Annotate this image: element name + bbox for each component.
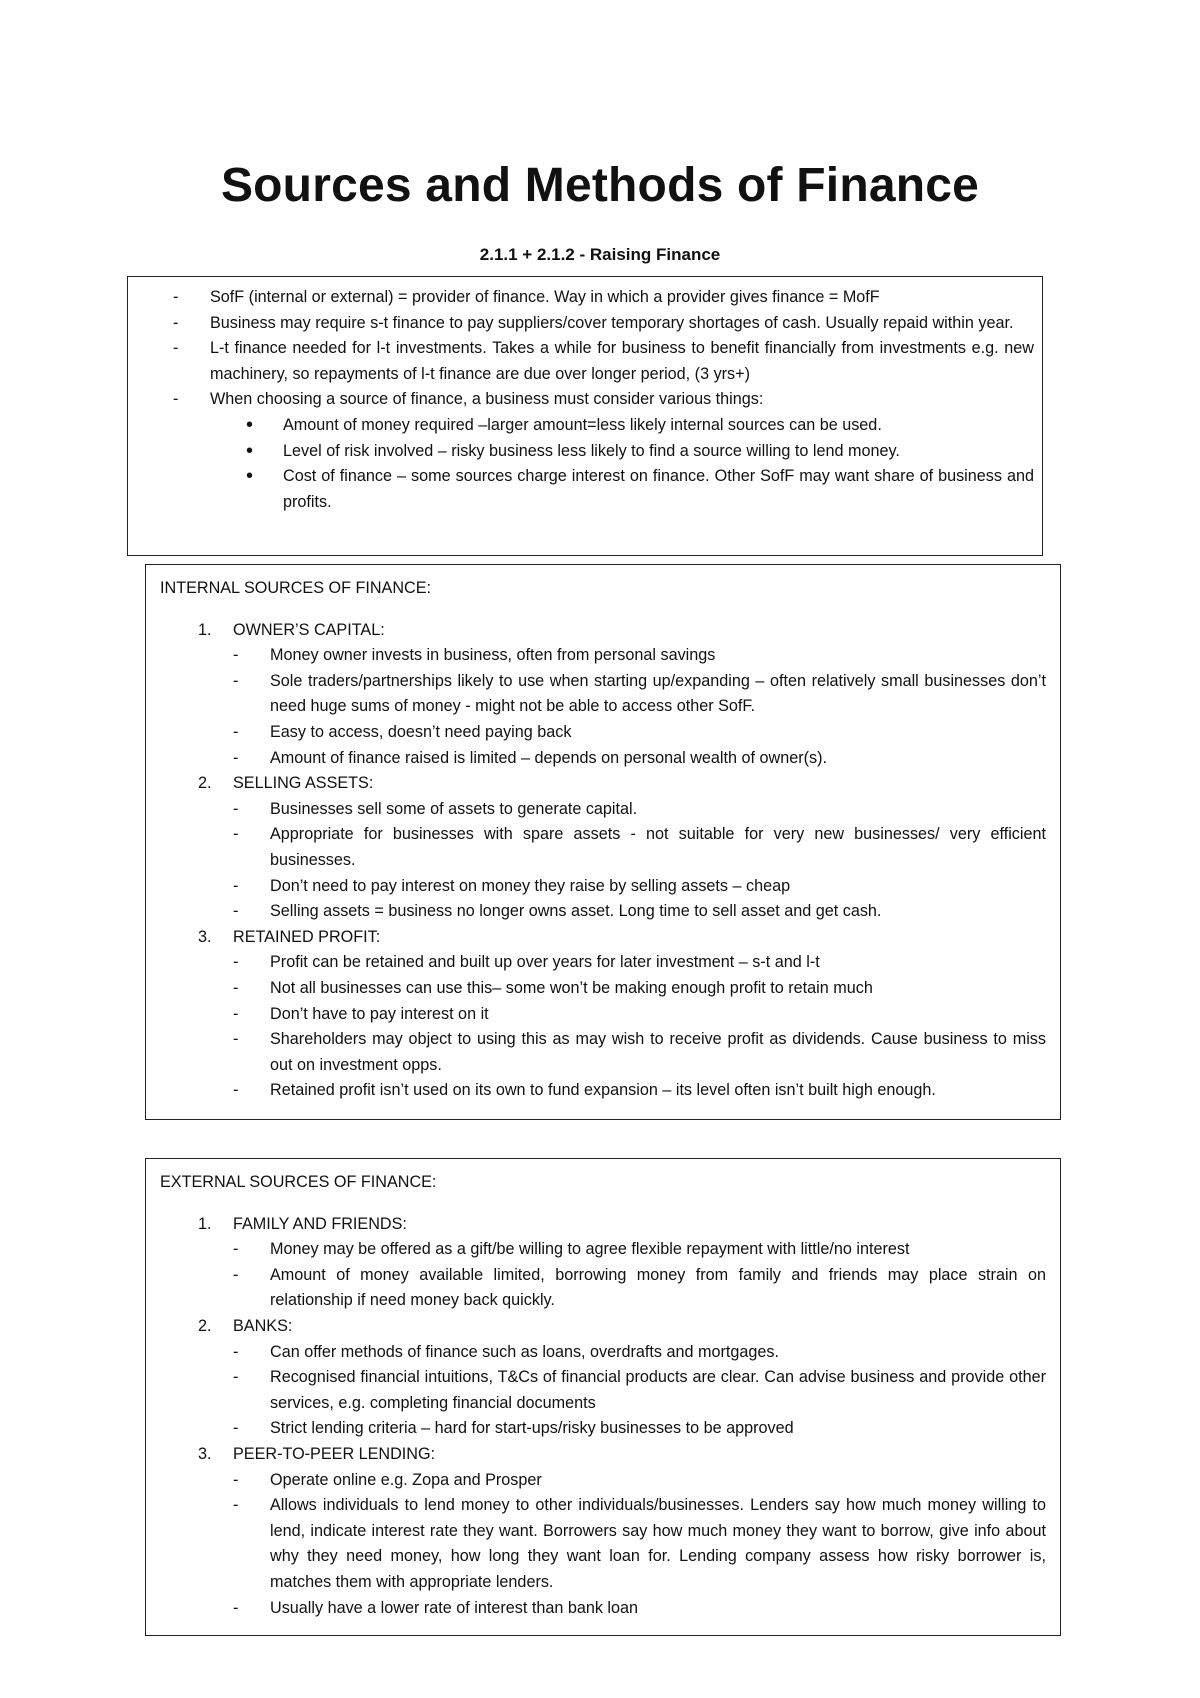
section-point: - Selling assets = business no longer owns asset. Long time to sell asset and get cash. [233, 899, 1046, 925]
section-title: FAMILY AND FRIENDS: [233, 1214, 407, 1233]
section-point: - Not all businesses can use this– some won’t be making enough profit to retain much [233, 976, 1046, 1002]
section-points [233, 1468, 1046, 1622]
internal-sources-list [160, 618, 1046, 1104]
section-point: - Businesses sell some of assets to generate capital. [233, 797, 1046, 823]
section-point: - Don’t have to pay interest on it [233, 1002, 1046, 1028]
consideration-item: • Cost of finance – some sources charge interest on finance. Other SofF may want share of business and profits. [246, 464, 1034, 515]
section-number: 2. [198, 1316, 212, 1335]
section-title: RETAINED PROFIT: [233, 927, 381, 946]
section-point: - Profit can be retained and built up over years for later investment – s-t and l-t [233, 950, 1046, 976]
external-sources-list [160, 1212, 1046, 1622]
external-source-peer-to-peer [160, 1442, 1046, 1621]
section-point: - Money may be offered as a gift/be willing to agree flexible repayment with little/no interest [233, 1237, 1046, 1263]
internal-source-selling-assets [160, 771, 1046, 925]
section-number: 2. [198, 774, 212, 793]
consideration-item: • Amount of money required –larger amount=less likely internal sources can be used. [246, 413, 1034, 439]
intro-points-list [173, 285, 1034, 413]
consideration-item: • Level of risk involved – risky business less likely to find a source willing to lend money. [246, 439, 1034, 465]
section-point: - Don’t need to pay interest on money they raise by selling assets – cheap [233, 874, 1046, 900]
section-point: - Amount of money available limited, borrowing money from family and friends may place strain on relationship if need money back quickly. [233, 1263, 1046, 1314]
section-point: - Money owner invests in business, often from personal savings [233, 643, 1046, 669]
external-sources-box [145, 1158, 1061, 1636]
internal-source-owners-capital [160, 618, 1046, 772]
section-point: - Easy to access, doesn’t need paying back [233, 720, 1046, 746]
section-point: - Shareholders may object to using this as may wish to receive profit as dividends. Cause business to miss out on investment opps. [233, 1027, 1046, 1078]
section-number: 3. [198, 927, 212, 946]
section-point: - Allows individuals to lend money to other individuals/businesses. Lenders say how much money willing to lend, indicate interest rate they want. Borrowers say how much money they want to borrow, give info about why they need money, how long they want loan for. Lending company assess how risky borrower is, matches them with appropriate lenders. [233, 1493, 1046, 1595]
section-points [233, 797, 1046, 925]
section-point: - Appropriate for businesses with spare assets - not suitable for very new businesses/ very efficient businesses. [233, 822, 1046, 873]
section-title: PEER-TO-PEER LENDING: [233, 1444, 436, 1463]
section-point: - Operate online e.g. Zopa and Prosper [233, 1468, 1046, 1494]
page-title: Sources and Methods of Finance [220, 159, 980, 212]
section-number: 1. [198, 620, 212, 639]
section-number: 1. [198, 1214, 212, 1233]
section-point: - Can offer methods of finance such as loans, overdrafts and mortgages. [233, 1340, 1046, 1366]
considerations-list [246, 413, 1034, 515]
section-point: - Retained profit isn’t used on its own to fund expansion – its level often isn’t built high enough. [233, 1078, 1046, 1104]
section-points [233, 643, 1046, 771]
section-point: - Usually have a lower rate of interest than bank loan [233, 1596, 1046, 1622]
section-title: SELLING ASSETS: [233, 774, 374, 793]
section-points [233, 1237, 1046, 1314]
external-source-family-friends [160, 1212, 1046, 1314]
intro-point: - SofF (internal or external) = provider of finance. Way in which a provider gives finance = MofF [173, 285, 1034, 311]
external-sources-heading: EXTERNAL SOURCES OF FINANCE: [160, 1173, 437, 1191]
section-point: - Recognised financial intuitions, T&Cs of financial products are clear. Can advise business and provide other services, e.g. completing financial documents [233, 1365, 1046, 1416]
intro-point: - Business may require s-t finance to pay suppliers/cover temporary shortages of cash. Usually repaid within year. [173, 311, 1034, 337]
section-title: BANKS: [233, 1316, 293, 1335]
page-subtitle: 2.1.1 + 2.1.2 - Raising Finance [479, 245, 721, 264]
internal-source-retained-profit [160, 925, 1046, 1104]
internal-sources-heading: INTERNAL SOURCES OF FINANCE: [160, 579, 432, 597]
section-title: OWNER’S CAPITAL: [233, 620, 385, 639]
section-point: - Amount of finance raised is limited – depends on personal wealth of owner(s). [233, 746, 1046, 772]
internal-sources-box [145, 564, 1061, 1120]
intro-point: - L-t finance needed for l-t investments. Takes a while for business to benefit financially from investments e.g. new machinery, so repayments of l-t finance are due over longer period, (3 yrs+) [173, 336, 1034, 387]
section-number: 3. [198, 1444, 212, 1463]
external-source-banks [160, 1314, 1046, 1442]
section-points [233, 950, 1046, 1104]
section-point: - Sole traders/partnerships likely to use when starting up/expanding – often relatively small businesses don’t need huge sums of money - might not be able to access other SofF. [233, 669, 1046, 720]
section-point: - Strict lending criteria – hard for start-ups/risky businesses to be approved [233, 1416, 1046, 1442]
section-points [233, 1340, 1046, 1442]
intro-box [127, 276, 1043, 556]
intro-point: - When choosing a source of finance, a business must consider various things: [173, 387, 1034, 413]
